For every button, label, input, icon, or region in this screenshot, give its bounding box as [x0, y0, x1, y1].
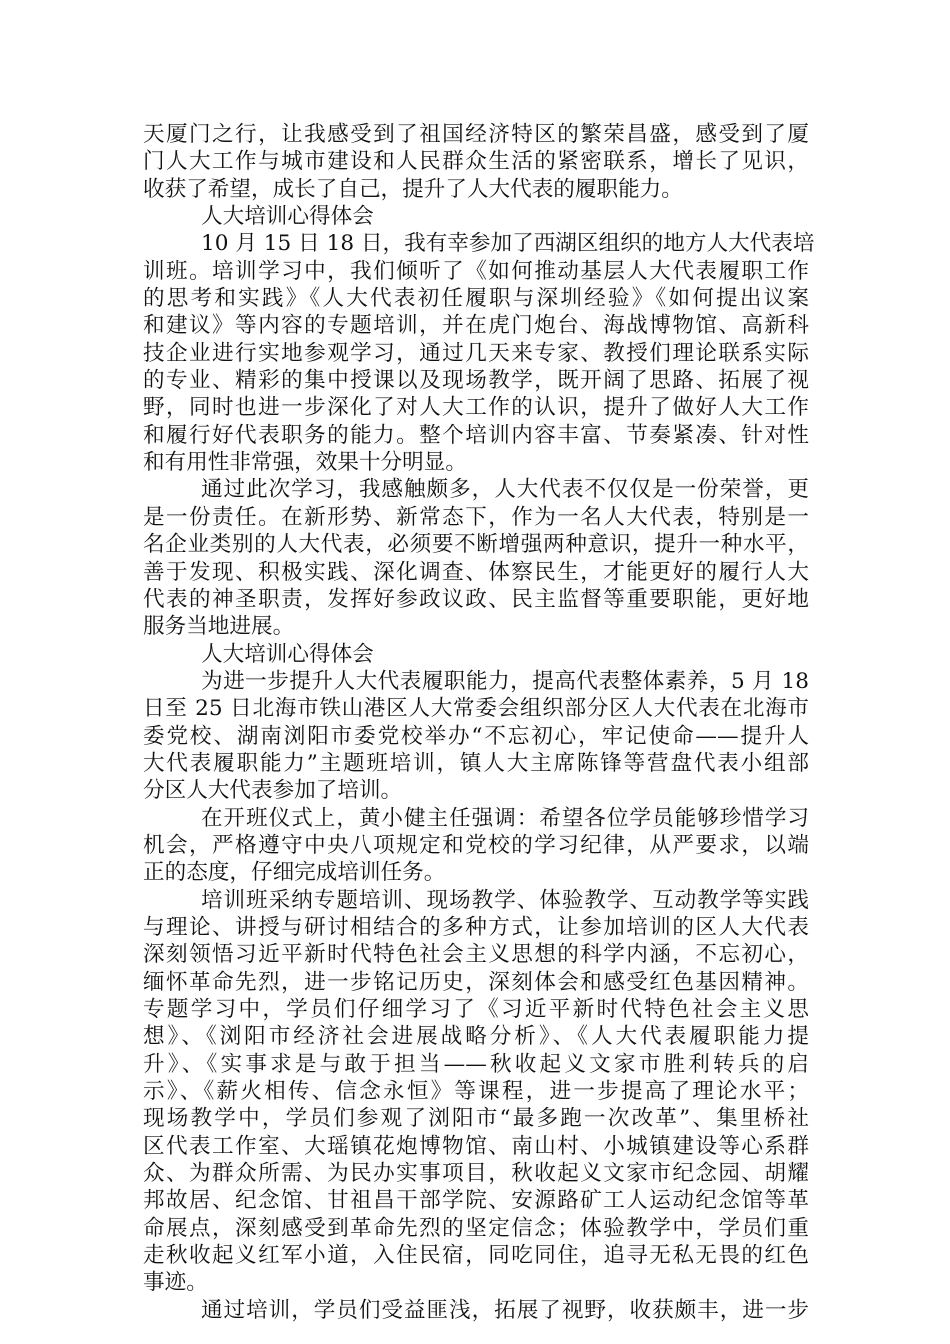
text-line: 深刻领悟习近平新时代特色社会主义思想的科学内涵，不忘初心， — [143, 942, 809, 968]
text-line: 是一份责任。在新形势、新常态下，作为一名人大代表，特别是一 — [143, 504, 809, 530]
text-line: 委党校、湖南浏阳市委党校举办“不忘初心，牢记使命——提升人 — [143, 723, 809, 749]
text-line: 名企业类别的人大代表，必须要不断增强两种意识，提升一种水平， — [143, 532, 809, 558]
text-line: 与理论、讲授与研讨相结合的多种方式，让参加培训的区人大代表 — [143, 914, 809, 940]
text-line: 正的态度，仔细完成培训任务。 — [143, 860, 446, 886]
text-line: 大代表履职能力”主题班培训，镇人大主席陈锋等营盘代表小组部 — [143, 750, 809, 776]
text-line: 缅怀革命先烈，进一步铭记历史，深刻体会和感受红色基因精神。 — [143, 969, 809, 995]
text-line: 天厦门之行，让我感受到了祖国经济特区的繁荣昌盛，感受到了厦 — [143, 122, 809, 147]
text-line: 为进一步提升人大代表履职能力，提高代表整体素养，5 月 18 — [201, 668, 809, 694]
text-line: 和建议》等内容的专题培训，并在虎门炮台、海战博物馆、高新科 — [143, 313, 809, 339]
section-heading: 人大培训心得体会 — [201, 204, 374, 230]
document-body — [143, 121, 815, 1324]
text-line: 的专业、精彩的集中授课以及现场教学，既开阔了思路、拓展了视 — [143, 368, 809, 394]
text-line: 事迹。 — [143, 1270, 208, 1296]
text-line: 通过培训，学员们受益匪浅，拓展了视野，收获颇丰，进一步 — [201, 1297, 809, 1323]
text-line: 专题学习中，学员们仔细学习了《习近平新时代特色社会主义思 — [143, 997, 809, 1022]
text-line: 善于发现、积极实践、深化调查、体察民生，才能更好的履行人大 — [143, 559, 809, 585]
text-line: 的思考和实践》《人大代表初任履职与深圳经验》《如何提出议案 — [143, 286, 809, 312]
text-line: 想》、《浏阳市经济社会进展战略分析》、《人大代表履职能力提 — [143, 1024, 809, 1050]
text-line: 和履行好代表职务的能力。整个培训内容丰富、节奏紧凑、针对性 — [143, 422, 809, 448]
text-line: 服务当地进展。 — [143, 614, 295, 640]
text-line: 野，同时也进一步深化了对人大工作的认识，提升了做好人大工作 — [143, 395, 809, 421]
text-line: 机会，严格遵守中央八项规定和党校的学习纪律，从严要求，以端 — [143, 832, 809, 858]
text-line: 门人大工作与城市建设和人民群众生活的紧密联系，增长了见识， — [143, 149, 809, 175]
text-line: 命展点，深刻感受到革命先烈的坚定信念；体验教学中，学员们重 — [143, 1215, 809, 1241]
text-line: 区代表工作室、大瑶镇花炮博物馆、南山村、小城镇建设等心系群 — [143, 1133, 809, 1159]
text-line: 在开班仪式上，黄小健主任强调：希望各位学员能够珍惜学习 — [201, 805, 809, 831]
text-line: 日至 25 日北海市铁山港区人大常委会组织部分区人大代表在北海市 — [143, 696, 809, 722]
text-line: 分区人大代表参加了培训。 — [143, 778, 403, 804]
text-line: 众、为群众所需、为民办实事项目，秋收起义文家市纪念园、胡耀 — [143, 1161, 809, 1187]
text-line: 示》、《薪火相传、信念永恒》等课程，进一步提高了理论水平； — [143, 1079, 809, 1105]
section-heading: 人大培训心得体会 — [201, 641, 374, 667]
text-line: 技企业进行实地参观学习，通过几天来专家、教授们理论联系实际 — [143, 340, 809, 366]
text-line: 通过此次学习，我感触颇多，人大代表不仅仅是一份荣誉，更 — [201, 477, 809, 503]
text-line: 现场教学中，学员们参观了浏阳市“最多跑一次改革”、集里桥社 — [143, 1106, 809, 1132]
text-line: 训班。培训学习中，我们倾听了《如何推动基层人大代表履职工作 — [143, 258, 809, 284]
text-line: 和有用性非常强，效果十分明显。 — [143, 450, 467, 476]
text-line: 邦故居、纪念馆、甘祖昌干部学院、安源路矿工人运动纪念馆等革 — [143, 1188, 809, 1214]
text-line: 代表的神圣职责，发挥好参政议政、民主监督等重要职能，更好地 — [143, 586, 809, 612]
text-line: 收获了希望，成长了自己，提升了人大代表的履职能力。 — [143, 176, 683, 202]
text-line: 10 月 15 日 18 日，我有幸参加了西湖区组织的地方人大代表培 — [201, 231, 815, 257]
text-line: 升》、《实事求是与敢于担当——秋收起义文家市胜利转兵的启 — [143, 1051, 809, 1077]
text-line: 走秋收起义红军小道，入住民宿，同吃同住，追寻无私无畏的红色 — [143, 1243, 809, 1269]
text-line: 培训班采纳专题培训、现场教学、体验教学、互动教学等实践 — [201, 887, 809, 913]
